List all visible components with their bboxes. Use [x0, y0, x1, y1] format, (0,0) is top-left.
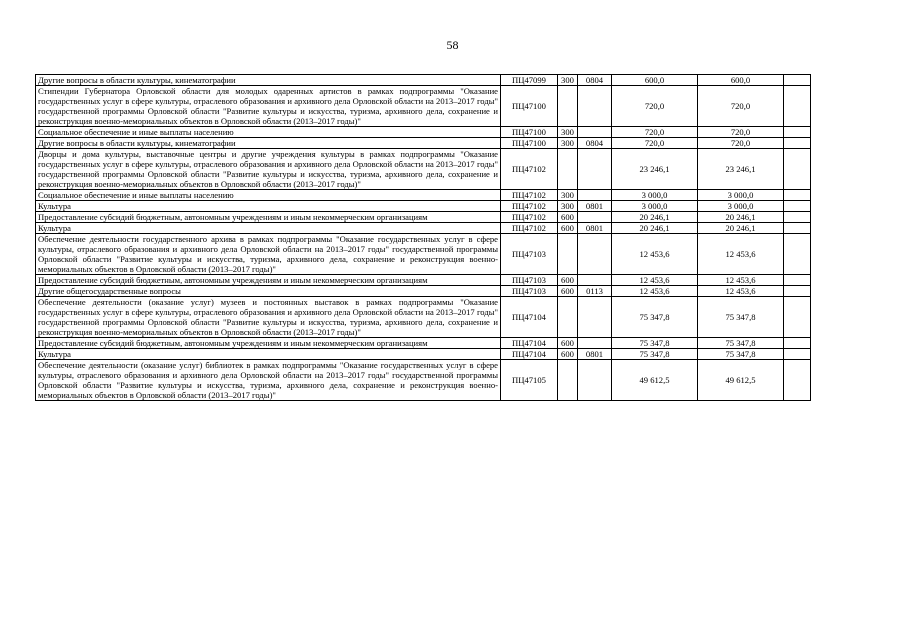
row-name: Обеспечение деятельности (оказание услуг) библиотек в рамках подпрограммы "Оказание государственных услуг в сфере культуры, отраслевого образования и архивного дела Орловской области на 2013–2017 годы" государственной программы Орловской области "Развитие культуры и искусства, туризма, архивного дела, сохранение и реконструкция военно-мемориальных объектов в Орловской области (2013–2017 годы)"	[36, 360, 501, 401]
target-code: ПЦ47104	[501, 338, 558, 349]
table-row	[36, 86, 811, 127]
amount-1: 3 000,0	[612, 201, 698, 212]
row-name: Другие общегосударственные вопросы	[36, 286, 501, 297]
amount-1: 20 246,1	[612, 212, 698, 223]
expense-type: 600	[558, 212, 578, 223]
section-code	[578, 190, 612, 201]
table-row	[36, 349, 811, 360]
section-code	[578, 297, 612, 338]
table-row	[36, 360, 811, 401]
section-code: 0801	[578, 201, 612, 212]
row-name: Предоставление субсидий бюджетным, автономным учреждениям и иным некоммерческим организациям	[36, 338, 501, 349]
amount-1: 600,0	[612, 75, 698, 86]
section-code: 0801	[578, 349, 612, 360]
target-code: ПЦ47100	[501, 127, 558, 138]
amount-2: 23 246,1	[698, 149, 784, 190]
section-code: 0113	[578, 286, 612, 297]
amount-1: 12 453,6	[612, 234, 698, 275]
section-code	[578, 149, 612, 190]
amount-2: 49 612,5	[698, 360, 784, 401]
row-name: Другие вопросы в области культуры, кинематографии	[36, 138, 501, 149]
table-row	[36, 201, 811, 212]
amount-1: 23 246,1	[612, 149, 698, 190]
amount-1: 12 453,6	[612, 275, 698, 286]
row-name: Социальное обеспечение и иные выплаты населению	[36, 127, 501, 138]
table-row	[36, 190, 811, 201]
table-row	[36, 75, 811, 86]
target-code: ПЦ47102	[501, 190, 558, 201]
expense-type	[558, 149, 578, 190]
target-code: ПЦ47104	[501, 349, 558, 360]
expense-type: 300	[558, 201, 578, 212]
expense-type: 600	[558, 349, 578, 360]
expense-type: 600	[558, 286, 578, 297]
expense-type	[558, 297, 578, 338]
amount-1: 720,0	[612, 138, 698, 149]
row-name: Культура	[36, 201, 501, 212]
table-row	[36, 149, 811, 190]
table-row	[36, 338, 811, 349]
table-row	[36, 297, 811, 338]
target-code: ПЦ47100	[501, 138, 558, 149]
section-code	[578, 86, 612, 127]
section-code	[578, 338, 612, 349]
row-name: Культура	[36, 349, 501, 360]
amount-2: 20 246,1	[698, 223, 784, 234]
table-row	[36, 138, 811, 149]
section-code: 0801	[578, 223, 612, 234]
amount-2: 3 000,0	[698, 190, 784, 201]
section-code	[578, 275, 612, 286]
row-name: Предоставление субсидий бюджетным, автономным учреждениям и иным некоммерческим организациям	[36, 275, 501, 286]
target-code: ПЦ47102	[501, 223, 558, 234]
row-name: Другие вопросы в области культуры, кинематографии	[36, 75, 501, 86]
empty-cell	[784, 86, 811, 127]
expense-type: 600	[558, 338, 578, 349]
page-number: 58	[446, 38, 459, 52]
amount-2: 75 347,8	[698, 297, 784, 338]
empty-cell	[784, 234, 811, 275]
empty-cell	[784, 338, 811, 349]
expense-type	[558, 86, 578, 127]
target-code: ПЦ47104	[501, 297, 558, 338]
amount-1: 3 000,0	[612, 190, 698, 201]
amount-2: 75 347,8	[698, 349, 784, 360]
amount-1: 75 347,8	[612, 349, 698, 360]
empty-cell	[784, 138, 811, 149]
empty-cell	[784, 223, 811, 234]
amount-1: 75 347,8	[612, 297, 698, 338]
target-code: ПЦ47103	[501, 275, 558, 286]
budget-table	[35, 74, 811, 401]
target-code: ПЦ47100	[501, 86, 558, 127]
target-code: ПЦ47102	[501, 212, 558, 223]
row-name: Обеспечение деятельности (оказание услуг) музеев и постоянных выставок в рамках подпрограммы "Оказание государственных услуг в сфере культуры, отраслевого образования и архивного дела Орловской области на 2013–2017 годы" государственной программы Орловской области "Развитие культуры и искусства, туризма, архивного дела, сохранение и реконструкция военно-мемориальных объектов в Орловской области (2013–2017 годы)"	[36, 297, 501, 338]
amount-1: 720,0	[612, 86, 698, 127]
target-code: ПЦ47103	[501, 234, 558, 275]
empty-cell	[784, 75, 811, 86]
empty-cell	[784, 149, 811, 190]
empty-cell	[784, 190, 811, 201]
empty-cell	[784, 201, 811, 212]
amount-2: 12 453,6	[698, 234, 784, 275]
table-row	[36, 223, 811, 234]
row-name: Дворцы и дома культуры, выставочные центры и другие учреждения культуры в рамках подпрограммы "Оказание государственных услуг в сфере культуры, отраслевого образования и архивного дела Орловской области на 2013–2017 годы" государственной программы Орловской области "Развитие культуры и искусства, туризма, архивного дела, сохранение и реконструкция военно-мемориальных объектов в Орловской области (2013–2017 годы)"	[36, 149, 501, 190]
section-code	[578, 212, 612, 223]
target-code: ПЦ47102	[501, 149, 558, 190]
section-code: 0804	[578, 138, 612, 149]
amount-2: 75 347,8	[698, 338, 784, 349]
target-code: ПЦ47103	[501, 286, 558, 297]
amount-2: 600,0	[698, 75, 784, 86]
table-body	[36, 75, 811, 401]
expense-type: 300	[558, 138, 578, 149]
amount-2: 20 246,1	[698, 212, 784, 223]
table-row	[36, 234, 811, 275]
amount-1: 12 453,6	[612, 286, 698, 297]
amount-2: 720,0	[698, 138, 784, 149]
row-name: Обеспечение деятельности государственного архива в рамках подпрограммы "Оказание государственных услуг в сфере культуры, отраслевого образования и архивного дела Орловской области на 2013–2017 годы" государственной программы Орловской области "Развитие культуры и искусства, туризма, архивного дела, сохранение и реконструкция военно-мемориальных объектов в Орловской области (2013–2017 годы)"	[36, 234, 501, 275]
empty-cell	[784, 275, 811, 286]
row-name: Стипендии Губернатора Орловской области для молодых одаренных артистов в рамках подпрограммы "Оказание государственных услуг в сфере культуры, отраслевого образования и архивного дела Орловской области на 2013–2017 годы" государственной программы Орловской области "Развитие культуры и искусства, туризма, архивного дела, сохранение и реконструкция военно-мемориальных объектов в Орловской области (2013–2017 годы)"	[36, 86, 501, 127]
section-code	[578, 360, 612, 401]
section-code	[578, 234, 612, 275]
amount-2: 12 453,6	[698, 275, 784, 286]
table-row	[36, 127, 811, 138]
amount-1: 20 246,1	[612, 223, 698, 234]
target-code: ПЦ47102	[501, 201, 558, 212]
target-code: ПЦ47105	[501, 360, 558, 401]
empty-cell	[784, 212, 811, 223]
amount-1: 75 347,8	[612, 338, 698, 349]
empty-cell	[784, 286, 811, 297]
table-row	[36, 212, 811, 223]
section-code: 0804	[578, 75, 612, 86]
row-name: Социальное обеспечение и иные выплаты населению	[36, 190, 501, 201]
expense-type: 600	[558, 223, 578, 234]
target-code: ПЦ47099	[501, 75, 558, 86]
empty-cell	[784, 360, 811, 401]
amount-2: 720,0	[698, 127, 784, 138]
amount-2: 3 000,0	[698, 201, 784, 212]
row-name: Предоставление субсидий бюджетным, автономным учреждениям и иным некоммерческим организациям	[36, 212, 501, 223]
section-code	[578, 127, 612, 138]
expense-type	[558, 360, 578, 401]
amount-1: 49 612,5	[612, 360, 698, 401]
expense-type	[558, 234, 578, 275]
expense-type: 300	[558, 127, 578, 138]
expense-type: 300	[558, 190, 578, 201]
amount-2: 720,0	[698, 86, 784, 127]
amount-1: 720,0	[612, 127, 698, 138]
expense-type: 300	[558, 75, 578, 86]
table-row	[36, 275, 811, 286]
row-name: Культура	[36, 223, 501, 234]
expense-type: 600	[558, 275, 578, 286]
empty-cell	[784, 297, 811, 338]
amount-2: 12 453,6	[698, 286, 784, 297]
empty-cell	[784, 349, 811, 360]
table-row	[36, 286, 811, 297]
empty-cell	[784, 127, 811, 138]
